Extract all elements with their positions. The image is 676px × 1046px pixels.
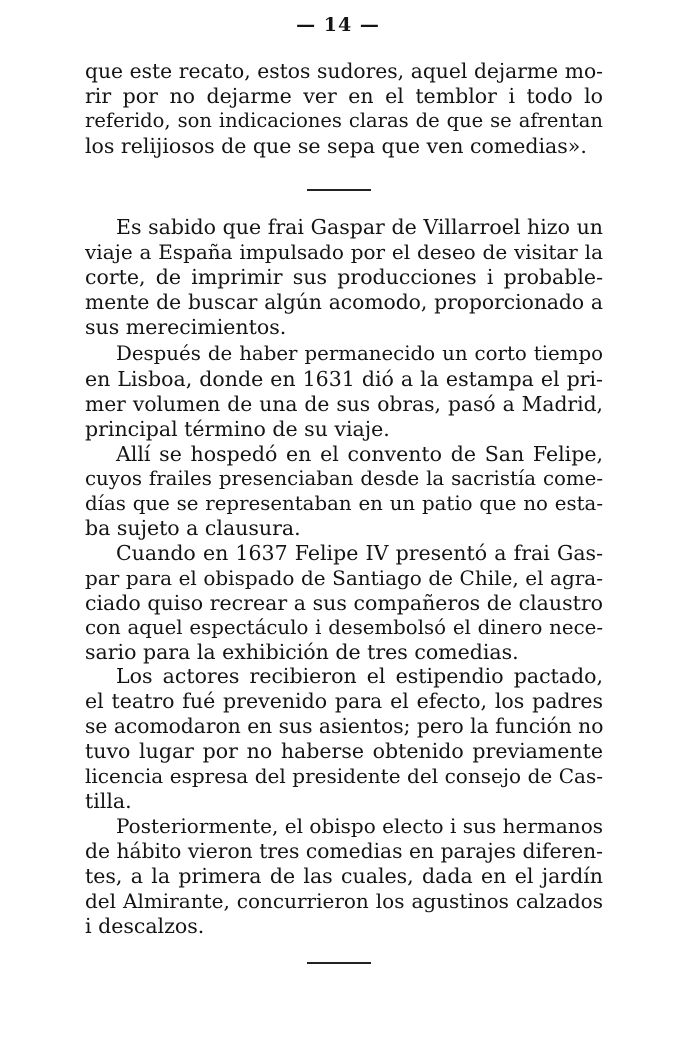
text-line: Después de haber permanecido un corto tiempo (116, 342, 603, 365)
text-line: tuvo lugar por no haberse obtenido previamente (85, 739, 603, 763)
section-divider (307, 189, 371, 191)
text-line: referido, son indicaciones claras de que se afrentan (85, 109, 603, 132)
text-line: Allí se hospedó en el convento de San Felipe, (116, 442, 603, 466)
text-line: sus merecimientos. (85, 315, 287, 339)
text-line: par para el obispado de Santiago de Chile, el agra- (85, 566, 603, 590)
text-line: del Almirante, concurrieron los agustinos calzados (85, 889, 603, 913)
text-line: los relijiosos de que se sepa que ven comedias». (85, 134, 587, 158)
section-divider (307, 962, 371, 964)
text-line: tilla. (85, 789, 132, 813)
text-line: Los actores recibieron el estipendio pactado, (116, 664, 603, 688)
text-line: i descalzos. (85, 914, 205, 938)
text-line: corte, de imprimir sus producciones i probable- (85, 265, 603, 289)
text-line: ba sujeto a clausura. (85, 516, 301, 540)
text-line: con aquel espectáculo i desembolsó el dinero nece- (85, 616, 603, 639)
text-line: Posteriormente, el obispo electo i sus hermanos (116, 814, 603, 838)
text-line: se acomodaron en sus asientos; pero la función no (85, 714, 604, 738)
text-line: en Lisboa, donde en 1631 dió a la estampa el pri- (85, 367, 603, 391)
text-line: el teatro fué prevenido para el efecto, los padres (85, 689, 603, 713)
text-line: viaje a España impulsado por el deseo de visitar la (85, 240, 603, 264)
text-line: días que se representaban en un patio que no esta- (85, 492, 603, 515)
text-line: cuyos frailes presenciaban desde la sacristía come- (85, 467, 603, 490)
text-line: principal término de su viaje. (85, 417, 390, 441)
text-line: ciado quiso recrear a sus compañeros de claustro (85, 591, 603, 615)
page-number: — 14 — (296, 14, 380, 36)
text-line: rir por no dejarme ver en el temblor i todo lo (85, 84, 603, 108)
text-line: Es sabido que frai Gaspar de Villarroel hizo un (116, 215, 603, 239)
text-line: mer volumen de una de sus obras, pasó a Madrid, (85, 392, 603, 416)
text-line: licencia espresa del presidente del consejo de Cas- (85, 764, 603, 788)
text-line: que este recato, estos sudores, aquel dejarme mo- (85, 59, 603, 83)
text-line: tes, a la primera de las cuales, dada en el jardín (85, 864, 603, 888)
text-line: de hábito vieron tres comedias en parajes diferen- (85, 839, 603, 863)
text-line: sario para la exhibición de tres comedias. (85, 640, 519, 664)
text-line: mente de buscar algún acomodo, proporcionado a (85, 290, 603, 314)
text-line: Cuando en 1637 Felipe IV presentó a frai Gas- (116, 541, 603, 565)
